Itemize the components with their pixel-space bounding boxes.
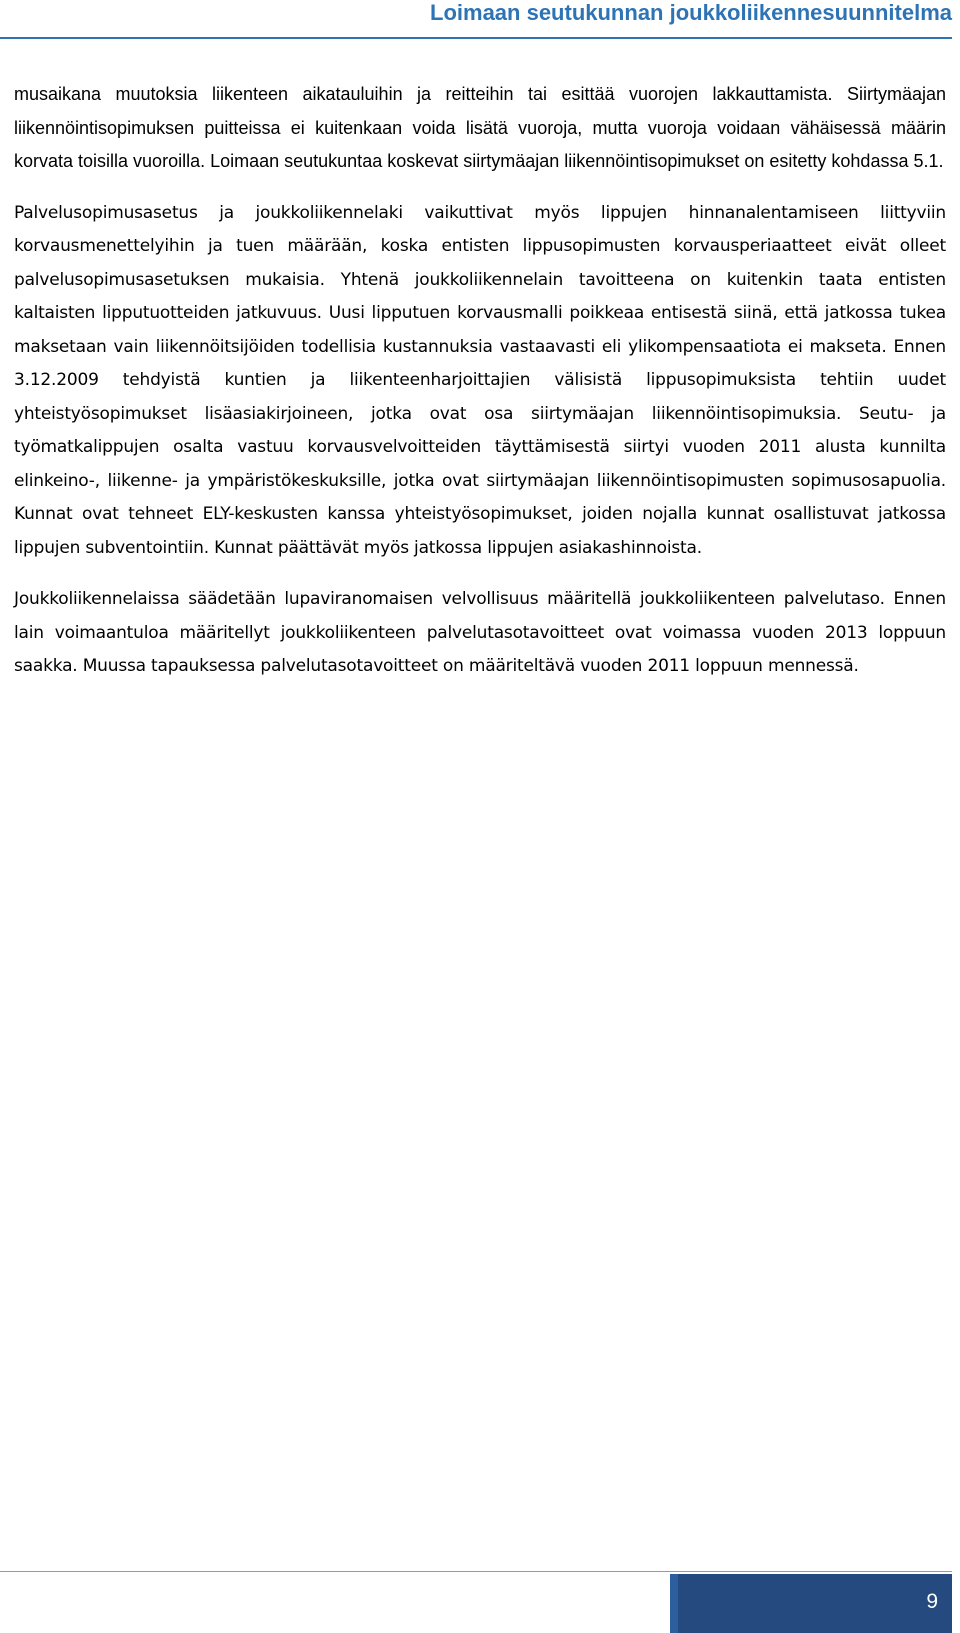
- page-content: [14, 78, 946, 684]
- paragraph-transition-agreements: musaikana muutoksia liikenteen aikatauluihin ja reitteihin tai esittää vuorojen lakkauttamista. Siirtymäajan liikennöintisopimuksen puitteissa ei kuitenkaan voida lisätä vuoroja, mutta vuoroja voidaan vähäisessä määrin korvata toisilla vuoroilla. Loimaan seutukuntaa koskevat siirtymäajan liikennöintisopimukset on esitetty kohdassa 5.1.: [14, 84, 946, 171]
- page-number: 9: [926, 1590, 938, 1613]
- document-title: Loimaan seutukunnan joukkoliikennesuunnitelma: [430, 0, 952, 25]
- page-number-box-accent: [670, 1574, 678, 1633]
- page-number-box: [670, 1574, 952, 1633]
- page-header: [0, 0, 960, 40]
- header-divider: [0, 37, 952, 39]
- footer-divider: [0, 1571, 952, 1572]
- paragraph-ticket-subsidy: Palvelusopimusasetus ja joukkoliikennelaki vaikuttivat myös lippujen hinnanalentamiseen liittyviin korvausmenettelyihin ja tuen määrään, koska entisten lippusopimusten korvausperiaatteet eivät olleet palvelusopimusasetuksen mukaisia. Yhtenä joukkoliikennelain tavoitteena on kuitenkin taata entisten kaltaisten lipputuotteiden jatkuvuus. Uusi lipputuen korvausmalli poikkeaa entisestä siinä, että jatkossa tukea maksetaan vain liikennöitsijöiden todellisia kustannuksia vastaavasti eli ylikompensaatiota ei makseta. Ennen 3.12.2009 tehdyistä kuntien ja liikenteenharjoittajien välisistä lippusopimuksista tehtiin uudet yhteistyösopimukset lisäasiakirjoineen, jotka ovat osa siirtymäajan liikennöintisopimuksia. Seutu- ja työmatkalippujen osalta vastuu korvausvelvoitteiden täyttämisestä siirtyi vuoden 2011 alusta kunnilta elinkeino-, liikenne- ja ympäristökeskuksille, jotka ovat siirtymäajan liikennöintisopimusten sopimusosapuolia. Kunnat ovat tehneet ELY-keskusten kanssa yhteistyösopimukset, joiden nojalla kunnat osallistuvat jatkossa lippujen subventointiin. Kunnat päättävät myös jatkossa lippujen asiakashinnoista.: [14, 202, 946, 558]
- paragraph-service-level: Joukkoliikennelaissa säädetään lupaviranomaisen velvollisuus määritellä joukkoliikenteen palvelutaso. Ennen lain voimaantuloa määritellyt joukkoliikenteen palvelutasotavoitteet ovat voimassa vuoden 2013 loppuun saakka. Muussa tapauksessa palvelutasotavoitteet on määriteltävä vuoden 2011 loppuun mennessä.: [14, 589, 946, 676]
